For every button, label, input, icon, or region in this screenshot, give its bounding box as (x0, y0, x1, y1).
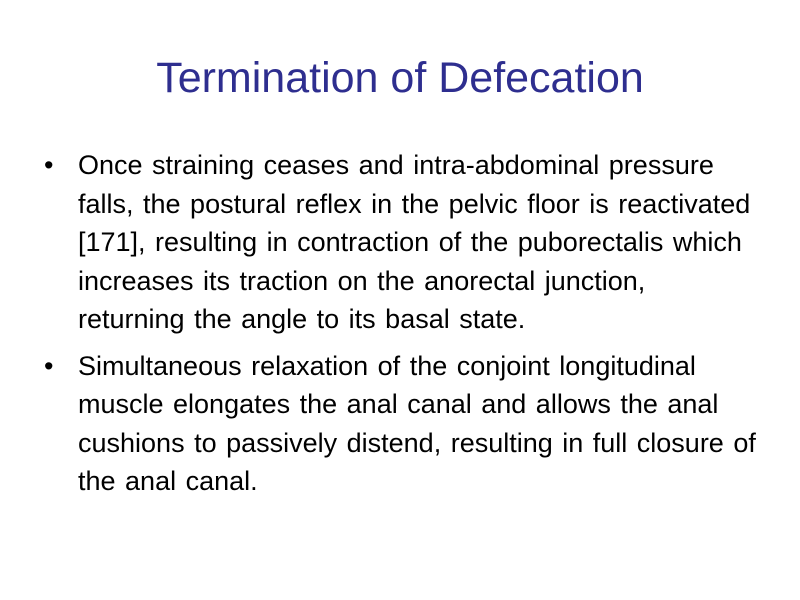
bullet-item-1 (0, 146, 758, 339)
bullet-text: Simultaneous relaxation of the conjoint longitudinal muscle elongates the anal canal and allows the anal cushions to passively distend, resulting in full closure of the anal canal. (78, 350, 756, 496)
bullet-item-2 (0, 347, 758, 501)
bullet-icon: • (44, 350, 54, 381)
bullet-list (0, 146, 800, 509)
bullet-icon: • (44, 150, 54, 180)
slide-title: Termination of Defecation (156, 54, 644, 102)
bullet-text: Once straining ceases and intra-abdominal pressure falls, the postural reflex in the pelvic floor is reactivated [171], resulting in contraction of the puborectalis which increases its traction on the anorectal junction, returning the angle to its basal state. (78, 150, 751, 334)
